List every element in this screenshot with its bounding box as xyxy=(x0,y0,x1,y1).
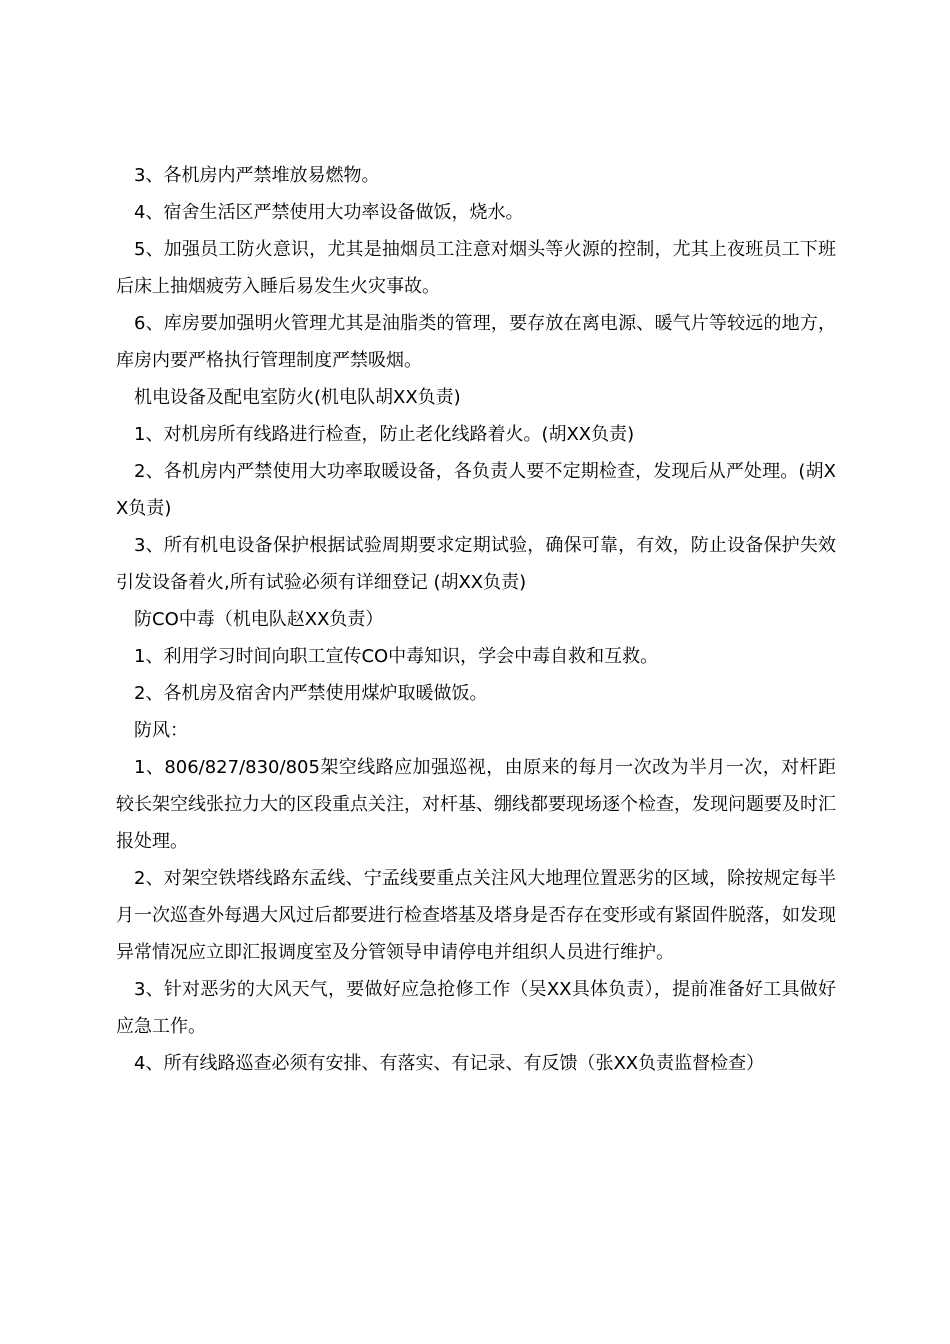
paragraph-item-4-inspection: 4、所有线路巡查必须有安排、有落实、有记录、有反馈（张XX负责监督检查） xyxy=(134,1053,765,1074)
paragraph-item-1-co-education: 1、利用学习时间向职工宣传CO中毒知识，学会中毒自救和互救。 xyxy=(134,646,659,667)
paragraph-item-3-protection-test: 3、所有机电设备保护根据试验周期要求定期试验，确保可靠，有效，防止设备保护失效引发设备着火,所有试验必须有详细登记 (胡XX负责) xyxy=(116,535,836,593)
paragraph-item-3-emergency-repair: 3、针对恶劣的大风天气，要做好应急抢修工作（吴XX具体负责），提前准备好工具做好应急工作。 xyxy=(116,979,836,1037)
document-page xyxy=(116,157,836,1082)
paragraph-item-1-line-check: 1、对机房所有线路进行检查，防止老化线路着火。(胡XX负责) xyxy=(134,424,635,445)
paragraph-item-2-tower-lines: 2、对架空铁塔线路东孟线、宁孟线要重点关注风大地理位置恶劣的区域，除按规定每半月一次巡查外每遇大风过后都要进行检查塔基及塔身是否存在变形或有紧固件脱落，如发现异常情况应立即汇报调度室及分管领导申请停电并组织人员进行维护。 xyxy=(116,868,836,963)
paragraph-item-3-flammables: 3、各机房内严禁堆放易燃物。 xyxy=(134,165,380,186)
section-heading-electrical-fire: 机电设备及配电室防火(机电队胡XX负责) xyxy=(134,387,461,408)
paragraph-item-2-heating-ban: 2、各机房内严禁使用大功率取暖设备，各负责人要不定期检查，发现后从严处理。(胡XX负责) xyxy=(116,461,836,519)
paragraph-item-6-warehouse: 6、库房要加强明火管理尤其是油脂类的管理，要存放在离电源、暖气片等较远的地方，库房内要严格执行管理制度严禁吸烟。 xyxy=(116,313,836,371)
section-heading-co-poisoning: 防CO中毒（机电队赵XX负责） xyxy=(134,609,384,630)
paragraph-item-5-fire-awareness: 5、加强员工防火意识，尤其是抽烟员工注意对烟头等火源的控制，尤其上夜班员工下班后床上抽烟疲劳入睡后易发生火灾事故。 xyxy=(116,239,836,297)
paragraph-item-4-dormitory: 4、宿舍生活区严禁使用大功率设备做饭，烧水。 xyxy=(134,202,524,223)
paragraph-item-1-overhead-patrol: 1、806/827/830/805架空线路应加强巡视，由原来的每月一次改为半月一次，对杆距较长架空线张拉力大的区段重点关注，对杆基、绷线都要现场逐个检查，发现问题要及时汇报处理。 xyxy=(116,757,836,852)
section-heading-wind: 防风： xyxy=(134,720,188,741)
paragraph-item-2-stove-ban: 2、各机房及宿舍内严禁使用煤炉取暖做饭。 xyxy=(134,683,488,704)
